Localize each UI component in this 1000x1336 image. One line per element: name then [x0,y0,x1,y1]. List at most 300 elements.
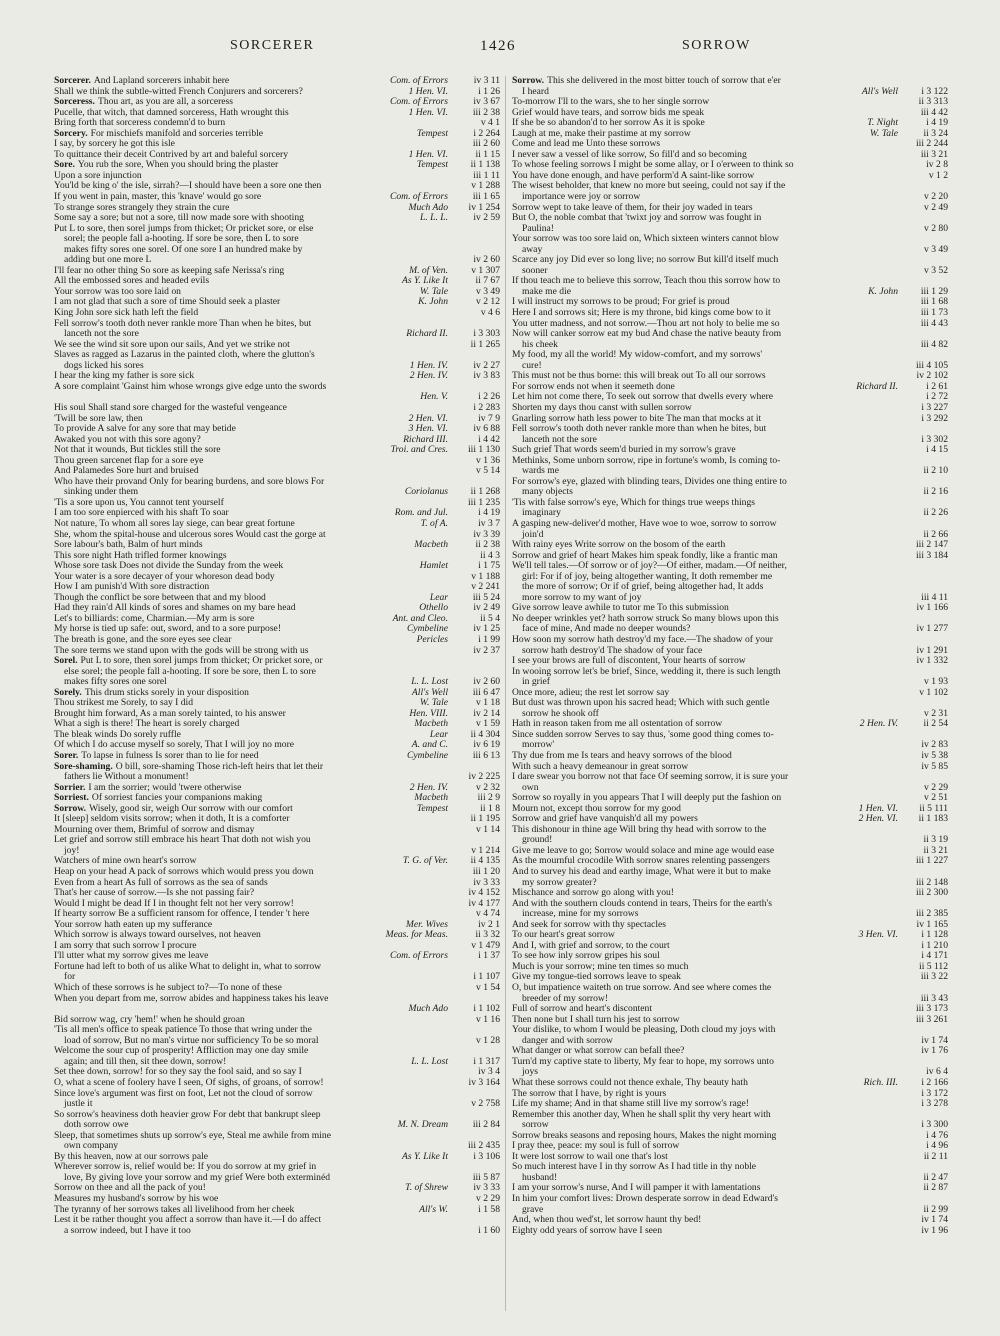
concordance-entry [512,456,948,467]
act-scene-line: v 3 52 [924,265,948,276]
headword: Sorely. [54,687,82,698]
quotation-text: If you went in pain, master, this 'knave' would go sore [54,192,262,203]
act-scene-line: ii 7 67 [475,276,500,287]
play-title: Mer. Wives [405,919,448,930]
act-scene-line: i 1 37 [478,951,500,962]
entry-text [512,287,864,298]
act-scene-line: ii 2 38 [475,540,500,551]
quotation-text: And Lapland sorcerers inhabit here [93,76,230,86]
act-scene-line: iii 6 47 [472,687,500,698]
concordance-entry [512,1194,948,1205]
act-scene-line: iii 1 68 [920,297,948,308]
entry-text [54,445,387,456]
quotation-text: It [sleep] seldom visits sorrow; when it doth, It is a comforter [54,814,290,825]
concordance-entry [512,139,948,150]
entry-text [54,129,413,140]
entry-text [54,646,444,657]
quotation-text: You have done enough, and have perform'd A saint-like sorrow [512,170,755,181]
quotation-text: Brought him forward, As a man sorely tainted, to his answer [54,708,286,719]
entry-text [54,719,410,730]
entry-text [54,108,405,119]
quotation-text: joys [522,1067,538,1078]
play-title: T. G. of Ver. [402,856,448,867]
concordance-entry [512,530,948,541]
concordance-entry [512,1036,948,1047]
quotation-text: Upon a sore injunction [54,170,142,181]
play-title: T. of Shrew [405,1183,448,1194]
act-scene-line: i 3 302 [921,434,948,445]
quotation-text: Fell sorrow's tooth doth never rankle more Than when he bites, but [54,318,312,329]
entry-text [54,1173,444,1184]
act-scene-line: iv 3 33 [473,1183,500,1194]
entry-text [54,751,403,762]
quotation-text: We see the wind sit sore upon our sails, And yet we strike not [54,339,290,350]
quotation-text: The breath is gone, and the sore eyes see clear [54,634,232,645]
quotation-text: sorrow he shook off [522,708,599,719]
entry-text [54,340,444,351]
concordance-entry [512,97,948,108]
concordance-entry [54,1046,500,1057]
entry-text [54,1120,394,1131]
play-title: Lear [429,592,448,603]
act-scene-line: v 2 32 [476,782,500,793]
entry-text [54,118,444,129]
act-scene-line: iv 2 49 [473,603,500,614]
entry-text [54,951,386,962]
quotation-text: A gasping new-deliver'd mother, Have woe to woe, sorrow to sorrow [512,518,777,529]
concordance-entry [54,530,500,541]
concordance-entry [512,646,948,657]
concordance-entry [512,930,948,941]
concordance-entry [512,1183,948,1194]
entry-text [512,846,894,857]
act-scene-line: i 1 107 [473,972,500,983]
play-title: Othello [419,603,448,614]
entry-text [54,1110,444,1121]
concordance-entry [512,340,948,351]
act-scene-line: v 3 49 [476,286,500,297]
entry-text [512,719,856,730]
concordance-entry [512,234,948,245]
entry-text [54,203,404,214]
entry-text [512,614,894,625]
concordance-entry [54,646,500,657]
concordance-entry [512,593,948,604]
act-scene-line: iii 1 235 [468,497,500,508]
quotation-text: a sorrow indeed, but I have it too [64,1225,191,1236]
play-title: 2 Hen. IV. [859,719,898,730]
entry-text [54,456,444,467]
entry-text [512,234,894,245]
concordance-entry [512,224,948,235]
entry-text [512,530,894,541]
quotation-text: sorel; the people fall a-hooting. If sore be sore, then L to sore [64,234,299,245]
quotation-text: Full of sorrow and heart's discontent [512,1004,653,1015]
quotation-text: Here I and sorrows sit; Here is my throne, bid kings come bow to it [512,308,771,319]
entry-text [512,445,894,456]
concordance-entry [512,108,948,119]
entry-text [512,1162,894,1173]
quotation-text: To see how inly sorrow gripes his soul [512,951,660,962]
quotation-text: ground! [522,835,553,846]
concordance-entry [54,435,500,446]
act-scene-line: iii 2 435 [468,1141,500,1152]
act-scene-line: iii 2 147 [916,540,948,551]
act-scene-line: v 2 758 [471,1099,500,1110]
concordance-entry [512,371,948,382]
concordance-entry [54,983,500,994]
act-scene-line: ii 3 313 [918,97,948,108]
act-scene-line: ii 2 10 [923,466,948,477]
quotation-text: lanceth not the sore [522,434,597,445]
entry-text [54,150,405,161]
entry-text [54,1152,398,1163]
act-scene-line: iii 1 130 [468,445,500,456]
play-title: All's W. [419,1204,448,1215]
entry-text [512,1036,894,1047]
quotation-text: again; and till then, sit thee down, sorrow! [64,1056,227,1067]
quotation-text: lanceth not the sore [64,329,139,340]
act-scene-line: iv 3 7 [478,518,500,529]
act-scene-line: i 1 26 [478,86,500,97]
entry-text [54,530,444,541]
entry-text [512,87,858,98]
quotation-text: makes fifty sores one sorel [64,677,167,688]
entry-text [54,1078,444,1089]
quotation-text: I dare swear you borrow not that face Of seeming sorrow, it is sure your [512,772,789,783]
quotation-text: adding but one more L [64,255,152,266]
entry-text [54,414,405,425]
quotation-text: Give my tongue-tied sorrows leave to speak [512,972,681,983]
entry-text [54,435,399,446]
left-column [54,76,500,1236]
concordance-entry [54,1120,500,1131]
concordance-entry [54,1057,500,1068]
quotation-text: more sorrow to my want of joy [522,592,642,603]
entry-text [54,181,444,192]
entry-text [54,329,402,340]
quotation-text: own [522,782,539,793]
concordance-entry [54,97,500,108]
play-title: Lear [429,729,448,740]
entry-text [54,561,416,572]
quotation-text: All the embossed sores and headed evils [54,276,210,287]
quotation-text: Your dislike, to whom I would be pleasing, Doth cloud my joys with [512,1025,776,1036]
entry-text [512,1110,894,1121]
quotation-text: load of sorrow, But no man's virtue nor sufficiency To be so moral [64,1035,319,1046]
concordance-entry [512,329,948,340]
quotation-text: In wooing sorrow let's be brief, Since, wedding it, there is such length [512,666,781,677]
concordance-entry [54,350,500,361]
act-scene-line: iii 3 22 [920,972,948,983]
act-scene-line: iii 3 43 [920,993,948,1004]
concordance-entry [512,951,948,962]
quotation-text: Let him not come there, To seek out sorrow that dwells every where [512,392,774,403]
concordance-entry [512,698,948,709]
act-scene-line: i 2 264 [473,128,500,139]
quotation-text: Life my shame; And in that shame still live my sorrow's rage! [512,1099,749,1110]
entry-text [54,87,405,98]
act-scene-line: ii 2 16 [923,487,948,498]
play-title: 2 Hen. IV. [409,371,448,382]
quotation-text: love, By giving love your sorrow and my grief Were both exterminéd [64,1172,331,1183]
concordance-entry [512,319,948,330]
entry-text [512,498,894,509]
quotation-text: How soon my sorrow hath destroy'd my face.—The shadow of your [512,634,773,645]
concordance-entry [54,793,500,804]
concordance-entry [512,76,948,87]
entry-text [512,403,894,414]
entry-text [54,477,444,488]
quotation-text: I am the sorrier; would 'twere otherwise [88,782,242,793]
play-title: Com. of Errors [389,76,448,86]
entry-text [512,1226,894,1237]
quotation-text: Mourn not, except thou sorrow for my good [512,803,681,814]
play-title: 3 Hen. VI. [858,930,898,941]
entry-text [512,192,894,203]
quotation-text: Some say a sore; but not a sore, till now made sore with shooting [54,213,304,224]
play-title: 2 Hen. VI. [408,413,448,424]
quotation-text: The sore terms we stand upon with the gods will be strong with us [54,645,309,656]
act-scene-line: iv 3 67 [473,97,500,108]
quotation-text: I am sorry that such sorrow I procure [54,940,197,951]
act-scene-line: v 1 16 [476,1014,500,1025]
quotation-text: increase, mine for my sorrows [522,909,639,920]
quotation-text: own company [64,1141,119,1152]
act-scene-line: iv 2 60 [473,255,500,266]
concordance-entry [512,150,948,161]
entry-text [512,1057,894,1068]
concordance-entry [512,667,948,678]
act-scene-line: i 2 72 [926,392,948,403]
concordance-entry [54,487,500,498]
act-scene-line: v 1 28 [476,1035,500,1046]
concordance-entry [54,930,500,941]
entry-text [54,793,410,804]
concordance-entry [512,498,948,509]
concordance-entry [512,403,948,414]
play-title: As Y. Like It [401,1151,448,1162]
play-title: K. John [868,286,898,297]
concordance-entry [512,762,948,773]
act-scene-line: v 2 241 [471,582,500,593]
quotation-text: I never saw a vessel of like sorrow, So fill'd and so becoming [512,149,747,160]
entry-text [512,487,894,498]
entry-text [512,329,894,340]
play-title: Richard III. [403,434,448,445]
headword: Sorrier. [54,782,86,793]
concordance-entry [54,624,500,635]
entry-text [512,1099,894,1110]
entry-text [54,572,444,583]
concordance-entry [512,709,948,720]
entry-text [512,1152,894,1163]
quotation-text: And to survey his dead and earthy image, What were it but to make [512,867,771,878]
quotation-text: My horse is tied up safe: out, sword, and to a sore purpose! [54,624,282,635]
entry-text [512,624,894,635]
quotation-text: fathers lie Without a monument! [64,772,189,783]
quotation-text: But O, the noble combat that 'twixt joy and sorrow was fought in [512,213,762,224]
quotation-text: cure! [522,360,542,371]
act-scene-line: v 1 54 [476,983,500,994]
quotation-text: To strange sores strangely they strain the cure [54,202,230,213]
act-scene-line: iv 2 1 [478,919,500,930]
concordance-entry [54,203,500,214]
concordance-entry [54,382,500,393]
concordance-entry [512,1015,948,1026]
entry-text [512,1078,860,1089]
concordance-entry [512,835,948,846]
concordance-entry [512,656,948,667]
act-scene-line: iv 3 4 [478,1067,500,1078]
column-divider [505,76,506,1311]
quotation-text: This drum sticks sorely in your disposition [84,687,249,698]
entry-text [54,308,444,319]
act-scene-line: v 1 59 [476,719,500,730]
quotation-text: justle it [64,1099,93,1110]
entry-text [512,878,894,889]
entry-text [512,603,894,614]
play-title: Rom. and Jul. [394,508,448,519]
play-title: W. Tale [869,128,898,139]
concordance-entry [54,730,500,741]
quotation-text: Now will canker sorrow eat my bud And chase the native beauty from [512,329,782,340]
entry-text [54,920,402,931]
entry-text [512,962,894,973]
concordance-entry [54,825,500,836]
entry-text [54,171,444,182]
left-running-head: SORCERER [230,38,315,53]
concordance-entry [512,804,948,815]
quotation-text: Heap on your head A pack of sorrows which would press you down [54,867,314,878]
act-scene-line: ii 1 8 [480,803,500,814]
entry-text [54,224,444,235]
concordance-entry [512,582,948,593]
act-scene-line: i 3 303 [473,329,500,340]
quotation-text: danger and with sorrow [522,1035,613,1046]
concordance-entry [54,667,500,678]
entry-text [54,519,417,530]
entry-text [54,972,444,983]
concordance-entry [54,603,500,614]
concordance-entry [54,804,500,815]
quotation-text: A sore complaint 'Gainst him whose wrongs give edge unto the swords [54,381,327,392]
entry-text [512,1004,894,1015]
concordance-entry [512,287,948,298]
quotation-text: Remember this another day, When he shall split thy very heart with [512,1109,771,1120]
act-scene-line: i 1 210 [921,940,948,951]
concordance-entry [512,1067,948,1078]
quotation-text: Give me leave to go; Sorrow would solace and mine age would ease [512,845,775,856]
concordance-entry [512,445,948,456]
play-title: 1 Hen. IV. [409,360,448,371]
entry-text [512,804,855,815]
play-title: Cymbeline [406,751,448,761]
concordance-entry [512,508,948,519]
quotation-text: I am too sore enpierced with his shaft To soar [54,508,229,519]
entry-text [512,825,894,836]
entry-text [512,361,894,372]
act-scene-line: iv 2 8 [926,160,948,171]
quotation-text: If thou teach me to believe this sorrow, Teach thou this sorrow how to [512,276,781,287]
entry-text [512,118,863,129]
concordance-entry [512,1120,948,1131]
play-title: Com. of Errors [389,951,448,962]
quotation-text: To whose feeling sorrows I might be some allay, or I o'erween to think so [512,160,794,171]
quotation-text: Which of these sorrows is he subject to?—To none of these [54,983,282,994]
concordance-entry [54,751,500,762]
concordance-entry [512,487,948,498]
quotation-text: Hath in reason taken from me all ostentation of sorrow [512,719,723,730]
quotation-text: Let grief and sorrow still embrace his heart That doth not wish you [54,835,311,846]
quotation-text: The sorrow that I have, by right is yours [512,1088,667,1099]
act-scene-line: iv 2 27 [473,360,500,371]
entry-text [512,951,894,962]
concordance-entry [512,435,948,446]
entry-text [512,477,894,488]
entry-text [54,941,444,952]
entry-text [54,1131,444,1142]
entry-text [512,297,894,308]
quotation-text: Of sorriest fancies your companions making [91,793,263,804]
quotation-text: Pucelle, that witch, that damned sorceress, Hath wrought this [54,107,289,118]
act-scene-line: i 3 292 [921,413,948,424]
concordance-entry [54,635,500,646]
entry-text [54,677,407,688]
act-scene-line: i 4 171 [921,951,948,962]
concordance-entry [512,972,948,983]
entry-text [512,340,894,351]
concordance-entry [512,87,948,98]
concordance-entry [54,266,500,277]
concordance-entry [512,814,948,825]
entry-text [54,266,405,277]
quotation-text: Though the conflict be sore between that and my blood [54,592,266,603]
quotation-text: his cheek [522,339,558,350]
quotation-text: So much interest have I in thy sorrow As I had title in thy noble [512,1162,757,1173]
act-scene-line: v 2 51 [924,793,948,804]
concordance-entry [512,1089,948,1100]
act-scene-line: iii 3 261 [916,1014,948,1025]
quotation-text: Bid sorrow wag, cry 'hem!' when he should groan [54,1014,245,1025]
entry-text [512,371,894,382]
quotation-text: Shorten my days thou canst with sullen sorrow [512,402,692,413]
act-scene-line: iv 1 291 [916,645,948,656]
act-scene-line: iii 3 21 [920,149,948,160]
concordance-entry [512,1078,948,1089]
concordance-entry [54,878,500,889]
act-scene-line: iii 4 82 [920,339,948,350]
quotation-text: Fortune had left to both of us alike What to delight in, what to sorrow [54,961,322,972]
quotation-text: King John sore sick hath left the field [54,308,199,319]
concordance-entry [512,909,948,920]
act-scene-line: iv 6 4 [926,1067,948,1078]
concordance-entry [54,445,500,456]
concordance-entry [54,329,500,340]
quotation-text: And Palamedes Sore hurt and bruised [54,466,199,477]
concordance-entry [512,255,948,266]
entry-text [54,276,398,287]
play-title: As Y. Like It [401,276,448,287]
entry-text [54,930,382,941]
act-scene-line: i 4 19 [478,508,500,519]
concordance-entry [512,266,948,277]
concordance-entry [512,297,948,308]
play-title: Hen. VIII. [409,708,448,719]
headword: Sore. [54,160,75,171]
concordance-entry [54,835,500,846]
act-scene-line: i 3 172 [921,1088,948,1099]
